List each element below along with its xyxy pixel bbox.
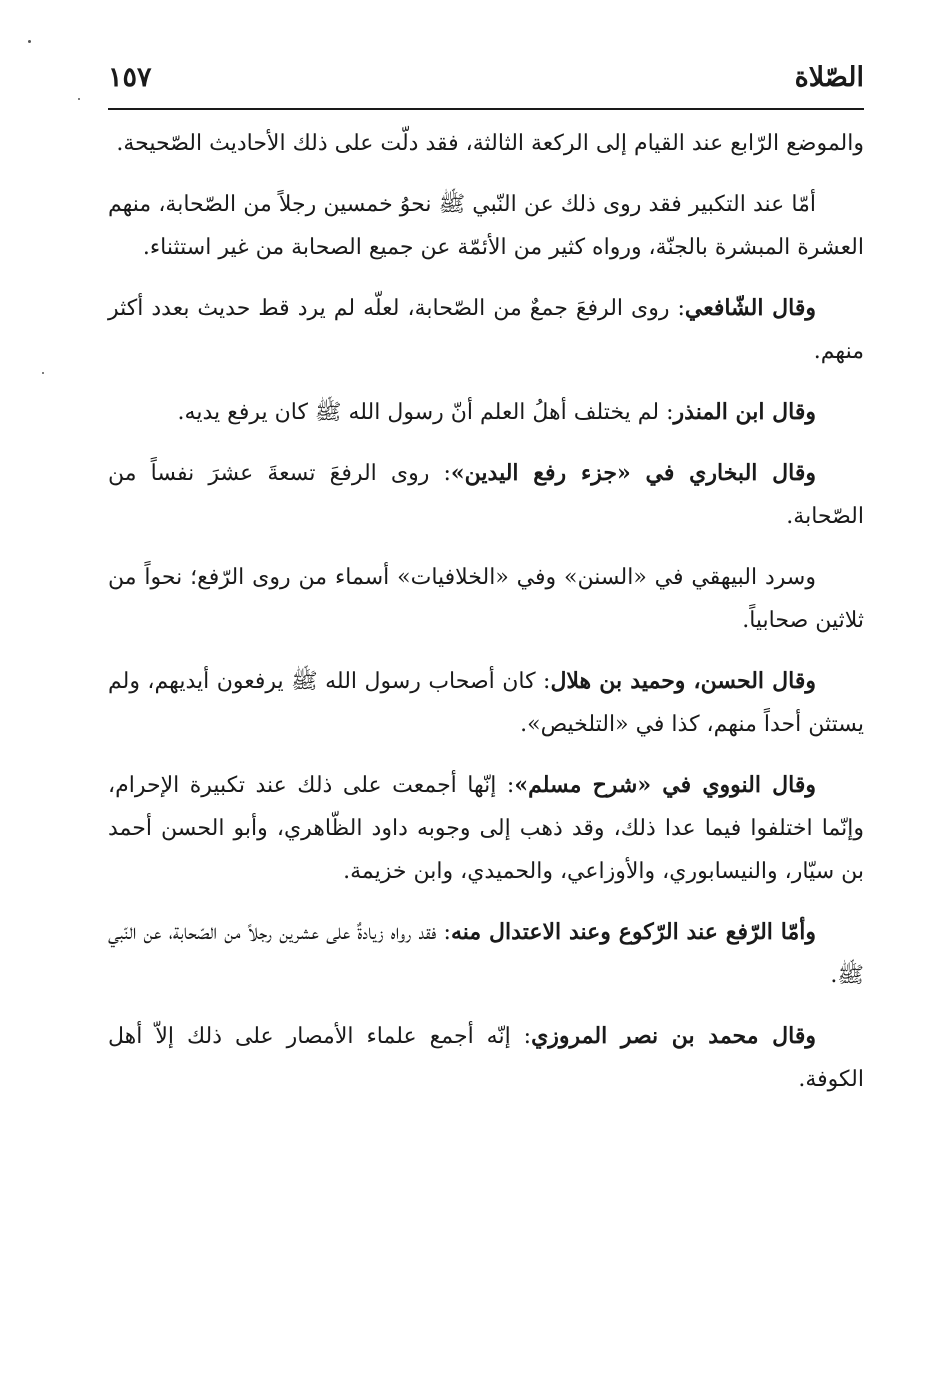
running-title: الصّلاة	[794, 62, 864, 93]
page-header	[108, 62, 864, 104]
paragraph-5	[108, 452, 864, 538]
paragraph-1	[108, 122, 864, 165]
paragraph-lead: وقال النووي في «شرح مسلم»	[514, 772, 816, 798]
scan-speck	[42, 372, 44, 374]
paragraph-text: أمّا عند التكبير فقد روى ذلك عن النّبي ﷺ نحوُ خمسين رجلاً من الصّحابة، منهم العشرة المبشرة بالجنّة، ورواه كثير من الأئمّة عن جميع الصحابة من غير استثناء.	[108, 192, 864, 260]
paragraph-2	[108, 183, 864, 269]
paragraph-4	[108, 391, 864, 434]
paragraph-7	[108, 660, 864, 746]
paragraph-text: : روى الرفعَ جمعٌ من الصّحابة، لعلّه لم يرد قط حديث بعدد أكثر منهم.	[108, 296, 864, 364]
scan-speck	[28, 40, 31, 43]
paragraph-text: : فقد رواه زيادةٌ على عشرين رجلاً من الصّحابة، عن النّبي ﷺ.	[108, 920, 864, 988]
page-number: ١٥٧	[108, 62, 152, 93]
paragraph-text: وسرد البيهقي في «السنن» وفي «الخلافيات» أسماء من روى الرّفع؛ نحواً من ثلاثين صحابياً.	[108, 565, 864, 633]
paragraph-lead: وقال البخاري في «جزء رفع اليدين»	[450, 460, 816, 486]
paragraph-10	[108, 1015, 864, 1101]
paragraph-6	[108, 556, 864, 642]
paragraph-9	[108, 911, 864, 997]
body-text	[108, 122, 864, 1119]
paragraph-lead: وقال الشّافعي	[684, 295, 816, 321]
header-rule	[108, 108, 864, 110]
paragraph-text: : إنّها أجمعت على ذلك عند تكبيرة الإحرام، وإنّما اختلفوا فيما عدا ذلك، وقد ذهب إلى وجوبه داود الظّاهري، وأبو الحسن أحمد بن سيّار، والنيسابوري، والأوزاعي، والحميدي، وابن خزيمة.	[108, 773, 864, 884]
scan-speck	[78, 98, 80, 100]
paragraph-lead: وقال ابن المنذر	[673, 399, 816, 425]
paragraph-3	[108, 287, 864, 373]
paragraph-lead: وأمّا الرّفع عند الرّكوع وعند الاعتدال منه	[450, 919, 816, 945]
paragraph-text: : روى الرفعَ تسعةَ عشرَ نفساً من الصّحابة.	[108, 461, 864, 529]
paragraph-text: : إنّه أجمع علماء الأمصار على ذلك إلاّ أهل الكوفة.	[108, 1024, 864, 1092]
paragraph-lead: وقال محمد بن نصر المروزي	[531, 1023, 816, 1049]
paragraph-8	[108, 764, 864, 893]
paragraph-lead: وقال الحسن، وحميد بن هلال	[550, 668, 816, 694]
paragraph-text: : كان أصحاب رسول الله ﷺ يرفعون أيديهم، ولم يستثن أحداً منهم، كذا في «التلخيص».	[108, 669, 864, 737]
paragraph-text: : لم يختلف أهلُ العلم أنّ رسول الله ﷺ كان يرفع يديه.	[177, 400, 674, 425]
paragraph-text: والموضع الرّابع عند القيام إلى الركعة الثالثة، فقد دلّت على ذلك الأحاديث الصّحيحة.	[116, 131, 864, 156]
